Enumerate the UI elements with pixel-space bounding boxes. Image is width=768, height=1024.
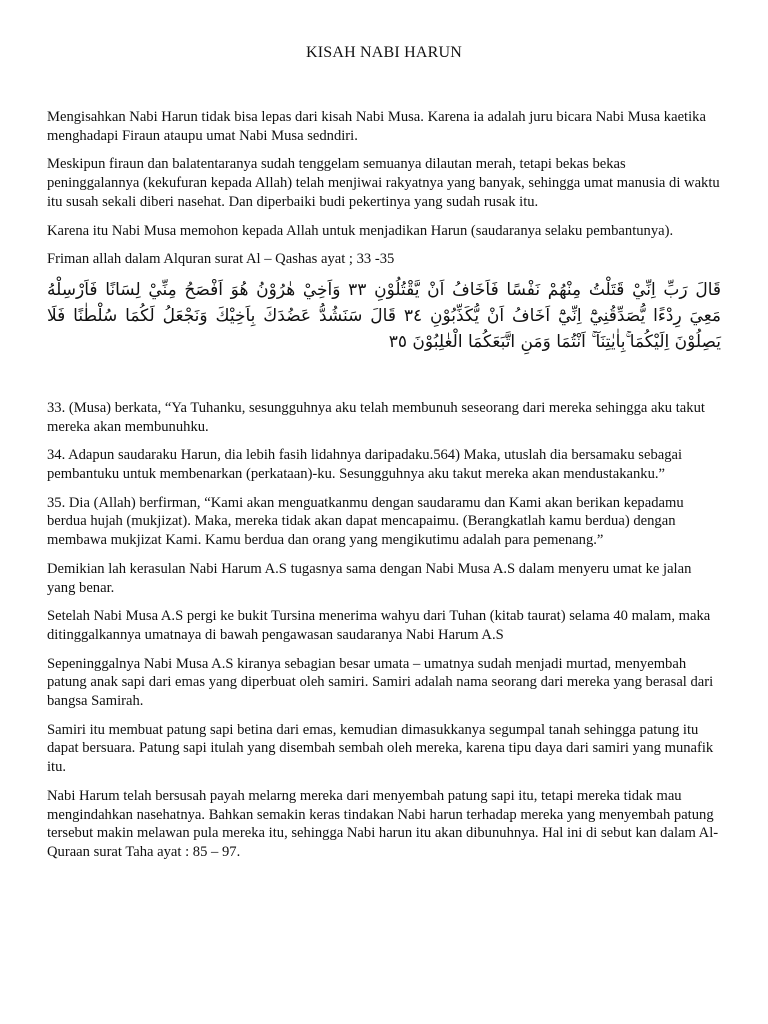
- translation-verse-33: 33. (Musa) berkata, “Ya Tuhanku, sesungguhnya aku telah membunuh seseorang dari mereka sehingga aku takut mereka akan membunuhku.: [47, 399, 705, 435]
- story-paragraph: Setelah Nabi Musa A.S pergi ke bukit Tursina menerima wahyu dari Tuhan (kitab taurat) selama 40 malam, maka ditinggalkannya umatnaya di bawah pengawasan saudaranya Nabi Harum A.S: [47, 608, 711, 643]
- intro-paragraph: Meskipun firaun dan balatentaranya sudah tenggelam semuanya dilautan merah, tetapi bekas bekas peninggalannya (kekufuran kepada Allah) telah menjiwai rakyatnya yang banyak, sehingga umat manusia di waktu itu susah sekali diberi nasehat. Dan diperbaiki budi pekertinya yang sudah rusak itu.: [47, 156, 720, 210]
- arabic-verse: قَالَ رَبِّ اِنِّيْ قَتَلْتُ مِنْهُمْ نَفْسًا فَاَخَافُ اَنْ يَّقْتُلُوْنِ ٣٣ وَاَخِيْ هٰرُوْنُ هُوَ اَفْصَحُ مِنِّيْ لِسَانًا فَاَرْسِلْهُ مَعِيَ رِدْءًا يُّصَدِّقُنِيْٓ اِنِّيْٓ اَخَافُ اَنْ يُّكَذِّبُوْنِ ٣٤ قَالَ سَنَشُدُّ عَضُدَكَ بِاَخِيْكَ وَنَجْعَلُ لَكُمَا سُلْطٰنًا فَلَا يَصِلُوْنَ اِلَيْكُمَا ۚبِاٰيٰتِنَآ ۚ اَنْتُمَا وَمَنِ اتَّبَعَكُمَا الْغٰلِبُوْنَ ٣٥: [47, 279, 722, 352]
- story-paragraph: Demikian lah kerasulan Nabi Harum A.S tugasnya sama dengan Nabi Musa A.S dalam menyeru umat ke jalan yang benar.: [47, 560, 692, 596]
- page-title: KISAH NABI HARUN: [305, 44, 463, 61]
- story-paragraph: Nabi Harum telah bersusah payah melarng mereka dari menyembah patung sapi itu, tetapi mereka tidak mau mengindahkan nasehatnya. Bahkan semakin keras tindakan Nabi harun terhadap mereka yang menyembah patung tersebut makin melawan pula mereka itu, sehingga Nabi harun itu akan dibunuhnya. Hal ini di sebut kan dalam Al-Quraan surat Taha ayat : 85 – 97.: [47, 787, 719, 860]
- intro-paragraph: Karena itu Nabi Musa memohon kepada Allah untuk menjadikan Harun (saudaranya selaku pembantunya).: [47, 222, 674, 239]
- intro-paragraph: Mengisahkan Nabi Harun tidak bisa lepas dari kisah Nabi Musa. Karena ia adalah juru bicara Nabi Musa kaetika menghadapi Firaun ataupu umat Nabi Musa sedndiri.: [47, 109, 706, 144]
- story-paragraph: Sepeninggalnya Nabi Musa A.S kiranya sebagian besar umata – umatnya sudah menjadi murtad, menyembah patung anak sapi dari emas yang diperbuat oleh samiri. Samiri adalah nama seorang dari mereka yang berasal dari bangsa Samirah.: [47, 655, 714, 710]
- story-paragraph: Samiri itu membuat patung sapi betina dari emas, kemudian dimasukkanya segumpal tanah sehingga patung itu dapat bersuara. Patung sapi itulah yang disembah sembah oleh mereka, karena tipu daya dari samiri yang munafik itu.: [47, 721, 714, 776]
- translation-verse-35: 35. Dia (Allah) berfirman, “Kami akan menguatkanmu dengan saudaramu dan Kami akan berikan kepadamu berdua hujah (mukjizat). Maka, mereka tidak akan dapat mencapaimu. (Berangkatlah kamu berdua) dengan membawa mukjizat Kami. Kamu berdua dan orang yang mengikutimu adalah para pemenang.”: [47, 494, 684, 549]
- quran-reference: Friman allah dalam Alquran surat Al – Qashas ayat ; 33 -35: [47, 251, 395, 268]
- translation-verse-34: 34. Adapun saudaraku Harun, dia lebih fasih lidahnya daripadaku.564) Maka, utuslah dia bersamaku sebagai pembantuku untuk membenarkan (perkataan)-ku. Sesungguhnya aku takut mereka akan mendustakanku.”: [47, 447, 683, 483]
